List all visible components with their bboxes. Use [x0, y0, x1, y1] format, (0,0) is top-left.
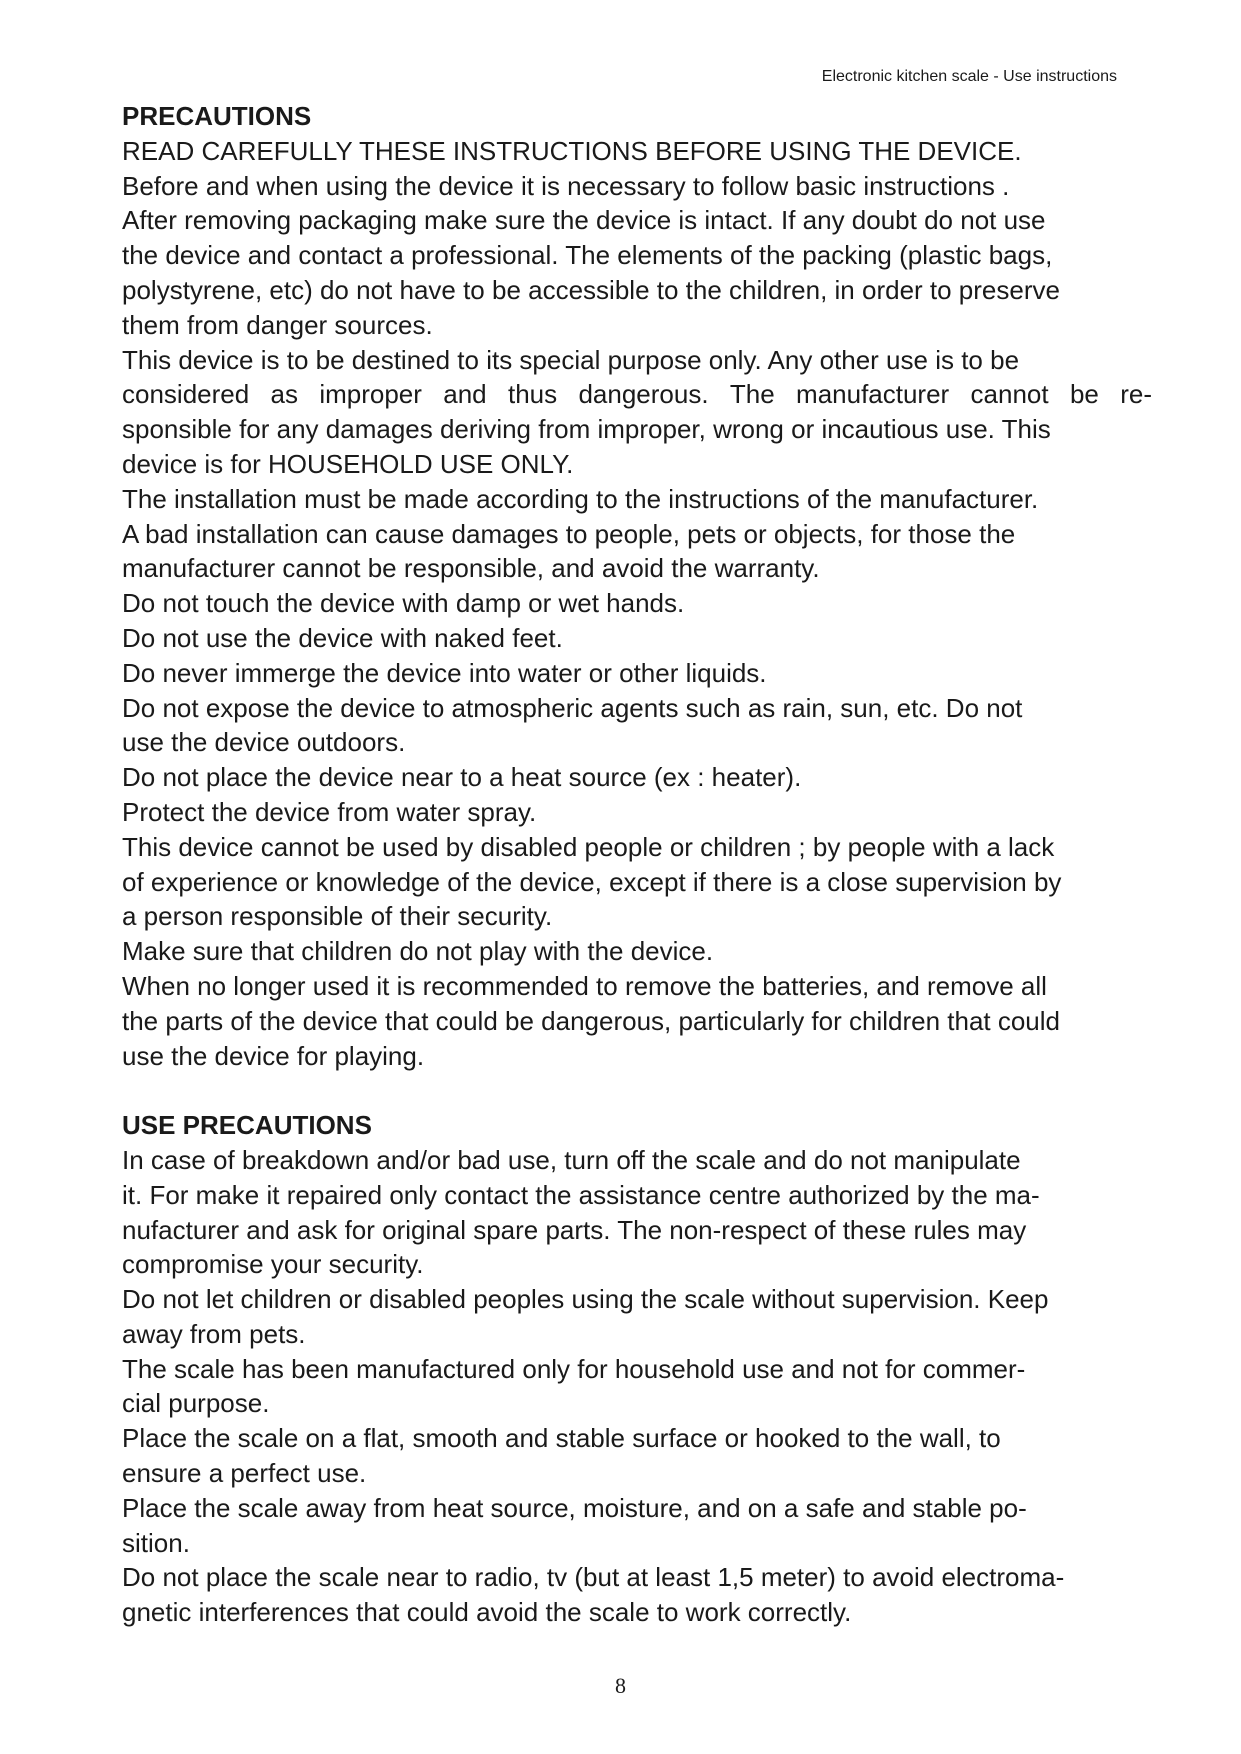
text-line: sponsible for any damages deriving from improper, wrong or incautious use. This: [122, 414, 1051, 445]
text-line: This device is to be destined to its special purpose only. Any other use is to be: [122, 344, 1020, 375]
text-line: A bad installation can cause damages to people, pets or objects, for those the: [122, 518, 1016, 549]
text-line: Before and when using the device it is necessary to follow basic instructions .: [122, 170, 1010, 201]
text-line: of experience or knowledge of the device, except if there is a close supervision by: [122, 866, 1062, 897]
text-line: This device cannot be used by disabled people or children ; by people with a lack: [122, 831, 1055, 862]
section-lines: [122, 1143, 1152, 1630]
text-line: Do not place the scale near to radio, tv (but at least 1,5 meter) to avoid electroma-: [122, 1562, 1065, 1593]
section-precautions: [122, 99, 1152, 1073]
section-heading: USE PRECAUTIONS: [122, 1110, 372, 1141]
text-line: Place the scale away from heat source, moisture, and on a safe and stable po-: [122, 1492, 1027, 1523]
text-line: considered as improper and thus dangerous. The manufacturer cannot be re-: [122, 379, 1152, 410]
text-line: The scale has been manufactured only for household use and not for commer-: [122, 1353, 1026, 1384]
text-line: Do not expose the device to atmospheric agents such as rain, sun, etc. Do not: [122, 692, 1023, 723]
text-line: use the device outdoors.: [122, 727, 406, 758]
text-line: When no longer used it is recommended to remove the batteries, and remove all: [122, 970, 1047, 1001]
text-line: them from danger sources.: [122, 309, 433, 340]
text-line: gnetic interferences that could avoid the scale to work correctly.: [122, 1597, 852, 1628]
section-lines: [122, 134, 1152, 1074]
text-line: device is for HOUSEHOLD USE ONLY.: [122, 448, 574, 479]
section-use-precautions: [122, 1108, 1152, 1630]
text-line: manufacturer cannot be responsible, and avoid the warranty.: [122, 553, 820, 584]
text-line: Do not let children or disabled peoples using the scale without supervision. Keep: [122, 1284, 1049, 1315]
section-spacer: [122, 1073, 1152, 1108]
text-line: a person responsible of their security.: [122, 901, 553, 932]
text-line: Make sure that children do not play with the device.: [122, 936, 714, 967]
text-line: In case of breakdown and/or bad use, turn off the scale and do not manipulate: [122, 1144, 1021, 1175]
text-line: it. For make it repaired only contact the assistance centre authorized by the ma-: [122, 1179, 1040, 1210]
text-line: The installation must be made according to the instructions of the manufacturer.: [122, 483, 1039, 514]
running-header: Electronic kitchen scale - Use instructions: [821, 68, 1117, 85]
text-line: polystyrene, etc) do not have to be accessible to the children, in order to preserve: [122, 274, 1060, 305]
text-line: compromise your security.: [122, 1249, 424, 1280]
text-line: nufacturer and ask for original spare parts. The non-respect of these rules may: [122, 1214, 1027, 1245]
text-line: away from pets.: [122, 1318, 306, 1349]
text-line: use the device for playing.: [122, 1040, 425, 1071]
section-heading: PRECAUTIONS: [122, 101, 312, 131]
text-line: ensure a perfect use.: [122, 1458, 367, 1489]
text-line: Do never immerge the device into water or other liquids.: [122, 657, 767, 688]
page-number: 8: [615, 1673, 626, 1698]
text-line: Protect the device from water spray.: [122, 796, 537, 827]
text-line: Do not use the device with naked feet.: [122, 622, 563, 653]
text-line: the parts of the device that could be dangerous, particularly for children that could: [122, 1005, 1061, 1036]
document-body: [122, 99, 1152, 1630]
text-line: Do not place the device near to a heat source (ex : heater).: [122, 762, 802, 793]
text-line: cial purpose.: [122, 1388, 270, 1419]
text-line: sition.: [122, 1527, 190, 1558]
text-line: Do not touch the device with damp or wet hands.: [122, 588, 685, 619]
text-line: the device and contact a professional. The elements of the packing (plastic bags,: [122, 240, 1053, 271]
text-line: After removing packaging make sure the device is intact. If any doubt do not use: [122, 205, 1046, 236]
text-line: READ CAREFULLY THESE INSTRUCTIONS BEFORE USING THE DEVICE.: [122, 135, 1022, 166]
text-line: Place the scale on a flat, smooth and stable surface or hooked to the wall, to: [122, 1423, 1001, 1454]
